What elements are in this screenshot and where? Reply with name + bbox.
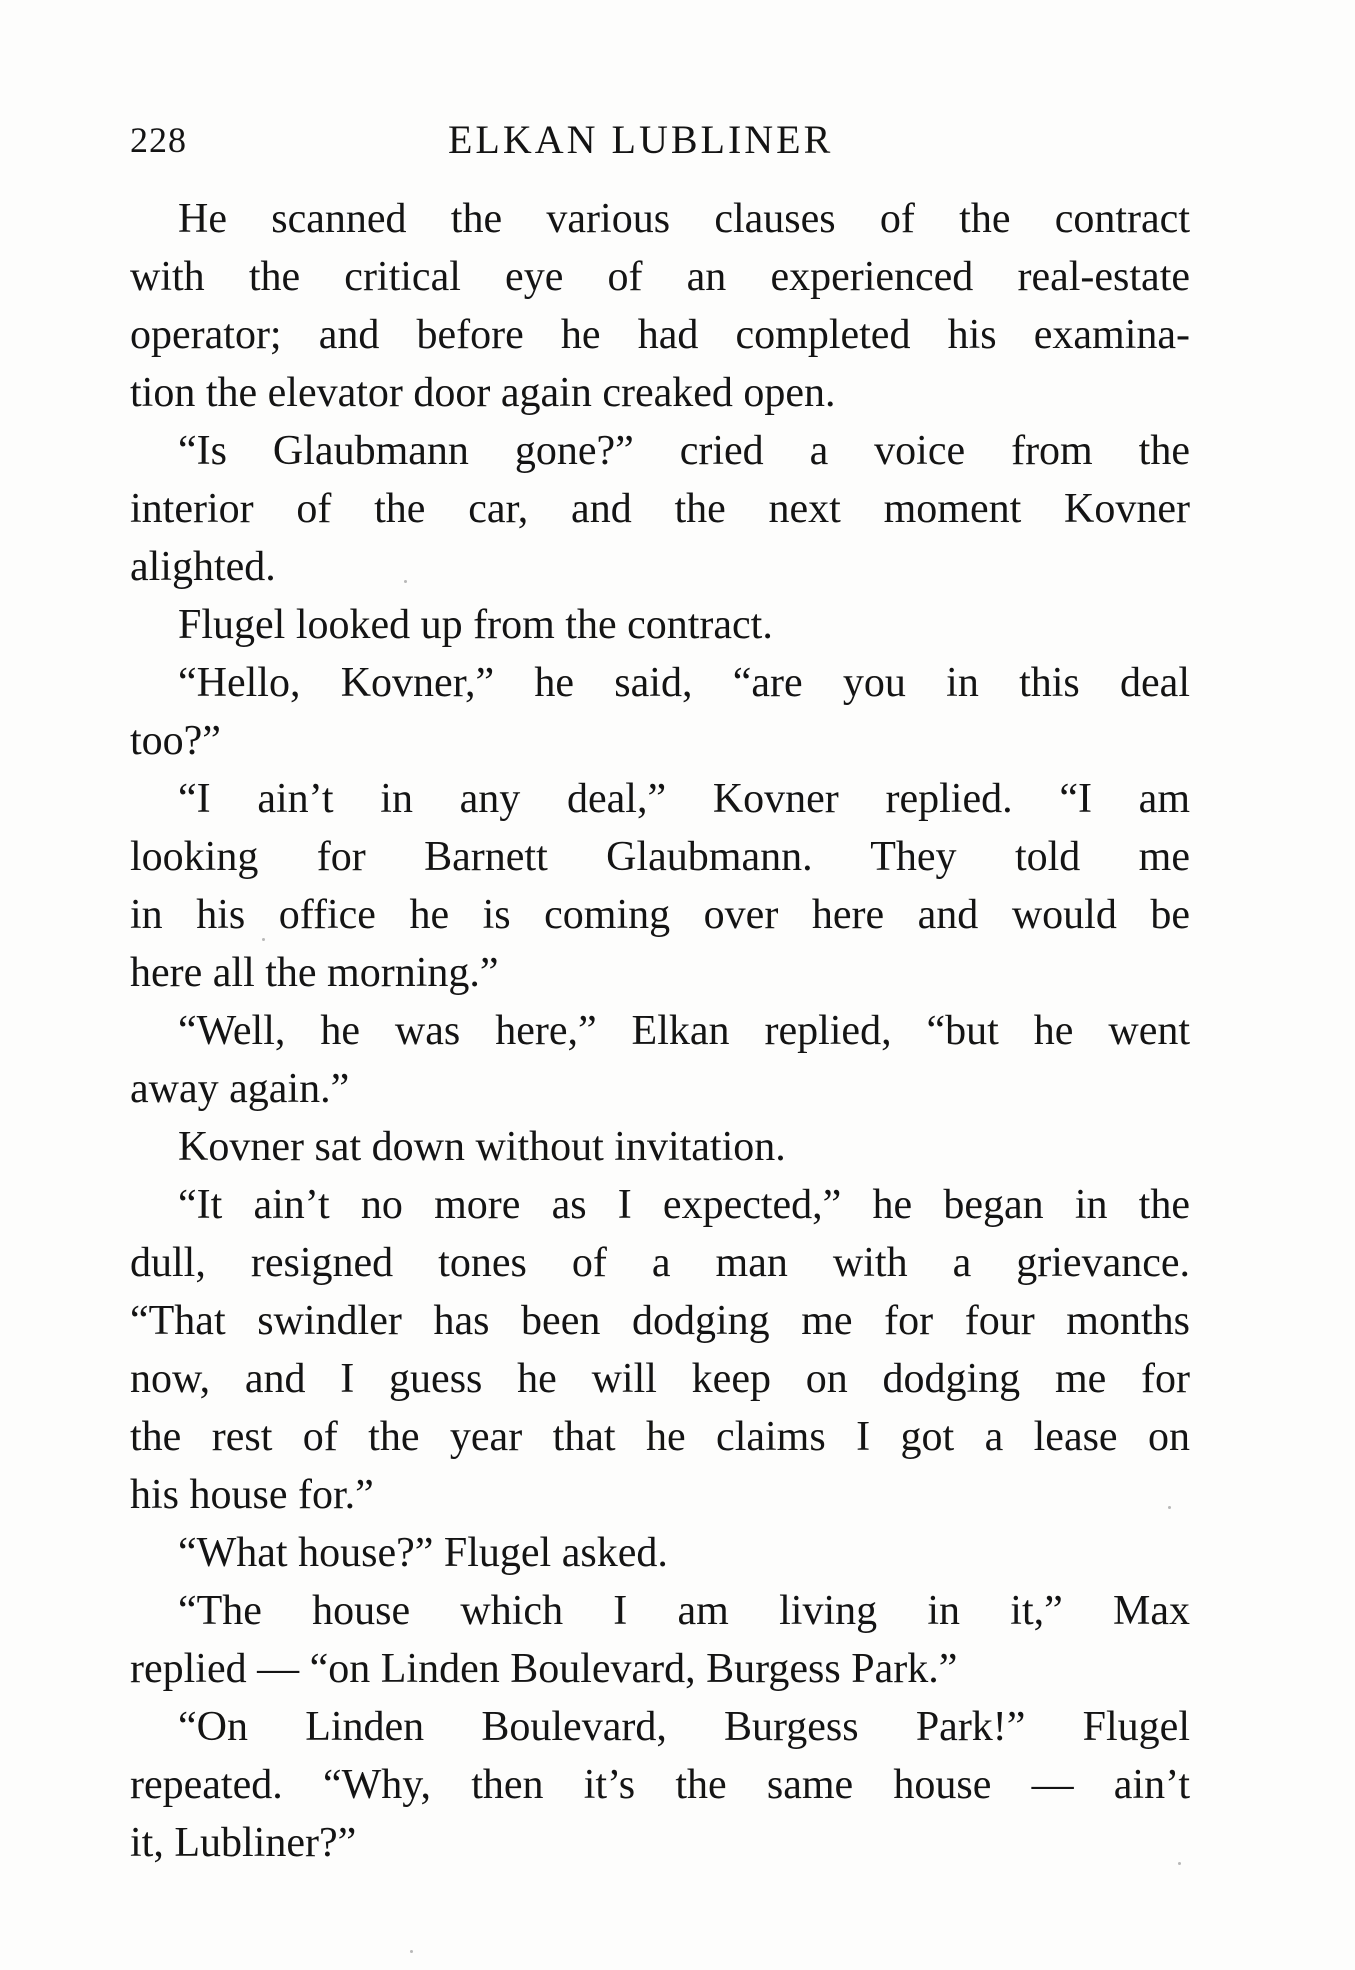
- text-line: “On Linden Boulevard, Burgess Park!” Flugel: [178, 1704, 1190, 1750]
- text-line: “Is Glaubmann gone?” cried a voice from the: [178, 428, 1190, 474]
- text-line: “What house?” Flugel asked.: [178, 1530, 668, 1576]
- text-line: alighted.: [130, 544, 276, 590]
- text-line: “It ain’t no more as I expected,” he began in the: [178, 1182, 1190, 1228]
- text-line: Flugel looked up from the contract.: [178, 602, 773, 648]
- text-line: repeated. “Why, then it’s the same house — ain’t: [130, 1762, 1190, 1808]
- paper-speck: [1178, 1862, 1181, 1865]
- text-line: He scanned the various clauses of the contract: [178, 196, 1190, 242]
- text-line: now, and I guess he will keep on dodging me for: [130, 1356, 1190, 1402]
- text-line: dull, resigned tones of a man with a grievance.: [130, 1240, 1190, 1286]
- page-number: 228: [130, 120, 187, 160]
- paper-speck: [262, 938, 265, 941]
- paper-speck: [410, 1950, 413, 1953]
- text-line: tion the elevator door again creaked open.: [130, 370, 836, 416]
- text-line: Kovner sat down without invitation.: [178, 1124, 786, 1170]
- text-line: too?”: [130, 718, 221, 764]
- running-title: ELKAN LUBLINER: [448, 117, 834, 162]
- text-line: “The house which I am living in it,” Max: [178, 1588, 1190, 1634]
- text-line: the rest of the year that he claims I got a lease on: [130, 1414, 1190, 1460]
- running-head: [130, 112, 1190, 168]
- text-line: “I ain’t in any deal,” Kovner replied. “I am: [178, 776, 1190, 822]
- text-line: “Hello, Kovner,” he said, “are you in this deal: [178, 660, 1190, 706]
- text-line: replied — “on Linden Boulevard, Burgess Park.”: [130, 1646, 958, 1692]
- text-line: “That swindler has been dodging me for four months: [130, 1298, 1190, 1344]
- text-line: in his office he is coming over here and would be: [130, 892, 1190, 938]
- text-line: looking for Barnett Glaubmann. They told me: [130, 834, 1190, 880]
- body-text: [130, 190, 1190, 1872]
- text-line: away again.”: [130, 1066, 350, 1112]
- paper-speck: [1168, 1506, 1171, 1509]
- text-line: operator; and before he had completed his examina-: [130, 312, 1190, 358]
- text-line: here all the morning.”: [130, 950, 499, 996]
- text-line: it, Lubliner?”: [130, 1820, 357, 1866]
- text-line: “Well, he was here,” Elkan replied, “but he went: [178, 1008, 1190, 1054]
- paper-speck: [404, 580, 407, 583]
- text-line: with the critical eye of an experienced real-estate: [130, 254, 1190, 300]
- text-line: his house for.”: [130, 1472, 374, 1518]
- text-line: interior of the car, and the next moment Kovner: [130, 486, 1190, 532]
